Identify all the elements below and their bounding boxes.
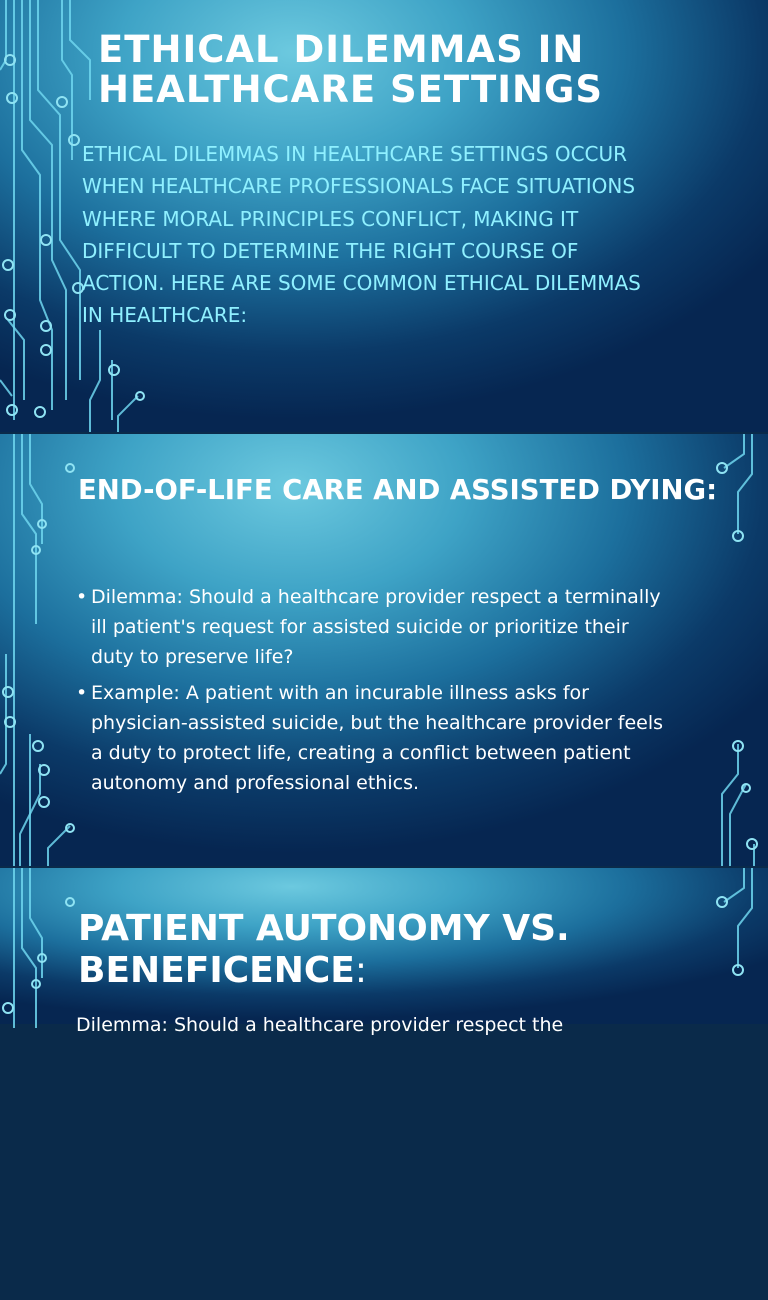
slide-title: END-OF-LIFE CARE AND ASSISTED DYING: xyxy=(78,474,718,506)
bullet-dilemma: • Dilemma: Should a healthcare provider respect a terminally ill patient's request for assisted suicide or prioritize their duty to preserve life? xyxy=(76,582,676,672)
slide-autonomy xyxy=(0,868,768,1036)
intro-paragraph: ETHICAL DILEMMAS IN HEALTHCARE SETTINGS OCCUR WHEN HEALTHCARE PROFESSIONALS FACE SITUATIONS WHERE MORAL PRINCIPLES CONFLICT, MAKING IT DIFFICULT TO DETERMINE THE RIGHT COURSE OF ACTION. HERE ARE SOME COMMON ETHICAL DILEMMAS IN HEALTHCARE: xyxy=(82,142,641,328)
partial-bullet: Dilemma: Should a healthcare provider respect the xyxy=(76,1014,564,1036)
slide-title-text: PATIENT AUTONOMY VS. BENEFICENCE xyxy=(78,908,570,991)
slide-title-colon: : xyxy=(354,950,368,991)
slide-intro xyxy=(0,0,768,432)
slide-title: ETHICAL DILEMMAS IN HEALTHCARE SETTINGS xyxy=(98,28,603,111)
bullet-example: • Example: A patient with an incurable illness asks for physician-assisted suicide, but the healthcare provider feels a duty to protect life, creating a conflict between patient autonomy and professional ethics. xyxy=(76,678,676,798)
slide-end-of-life xyxy=(0,434,768,866)
slide-title xyxy=(78,908,718,992)
bullet-list xyxy=(76,582,676,804)
